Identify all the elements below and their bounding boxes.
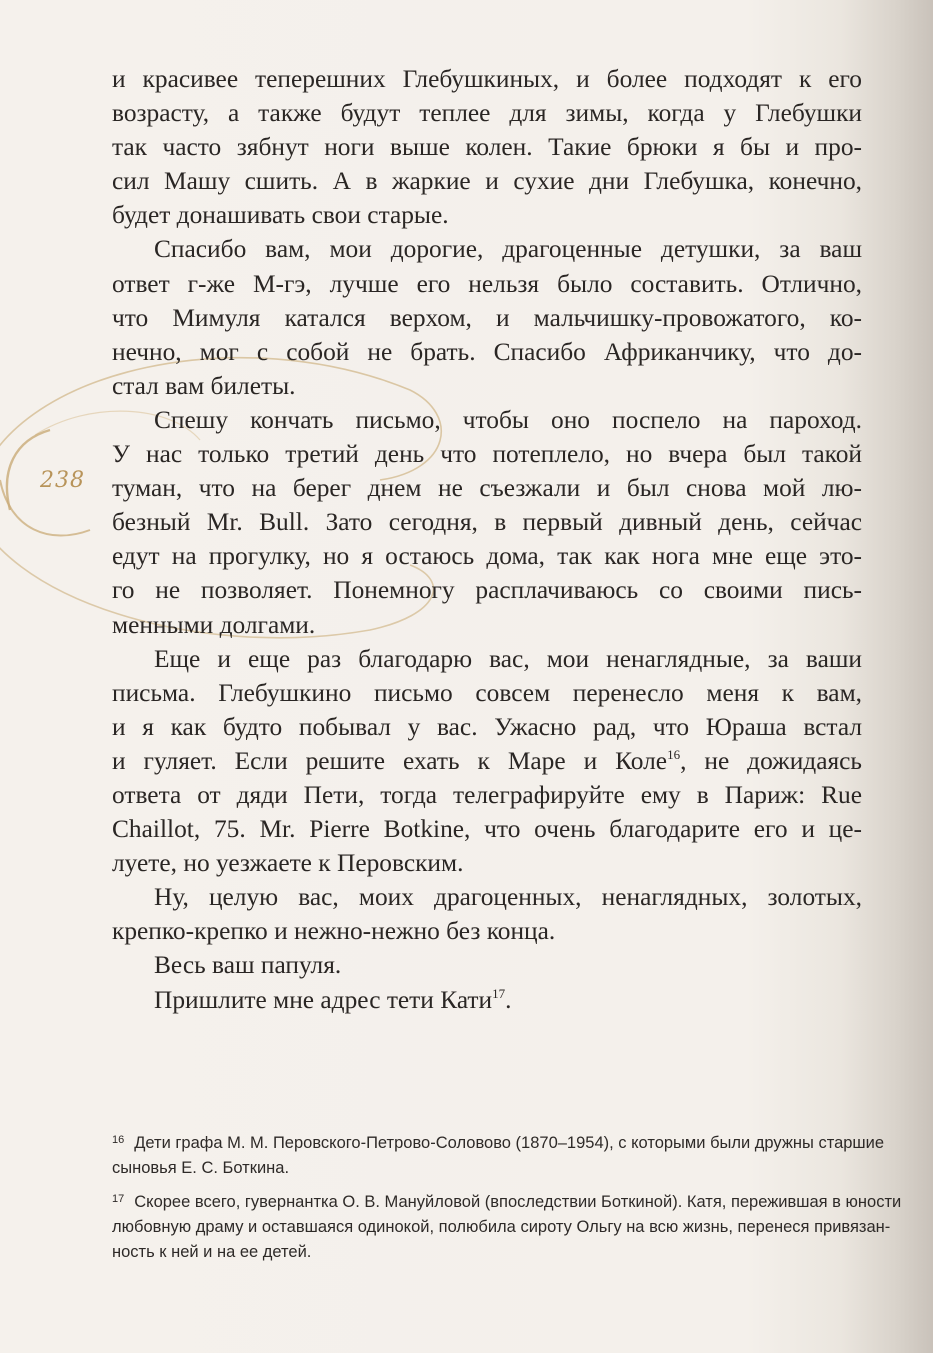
text-line: Весь ваш папуля. — [154, 951, 342, 980]
text-line: У нас только третий день что потеплело, но вчера был такой — [112, 440, 862, 469]
text-line: Ну, целую вас, моих драгоценных, ненаглядных, золотых, — [154, 883, 862, 912]
text-line: едут на прогулку, но я остаюсь дома, так как нога мне еще это- — [112, 542, 862, 571]
footnote-number: 16 — [112, 1134, 125, 1146]
footnote-ref-17[interactable]: 17 — [492, 985, 506, 1001]
text-line: Спешу кончать письмо, чтобы оно поспело на пароход. — [154, 405, 862, 434]
text-line: возрасту, а также будут теплее для зимы, когда у Глебушки — [112, 99, 862, 128]
footnote-text: Скорее всего, гувернантка О. В. Мануйловой (впоследствии Боткиной). Катя, пережившая в юности — [134, 1193, 902, 1211]
text-line: менными долгами. — [112, 610, 316, 639]
text-line: туман, что на берег днем не съезжали и был снова мой лю- — [112, 474, 862, 503]
text-line: письма. Глебушкино письмо совсем перенесло меня к вам, — [112, 678, 862, 707]
text-line: Еще и еще раз благодарю вас, мои ненаглядные, за ваши — [154, 644, 862, 673]
page-number: 238 — [40, 468, 85, 493]
text-line: ответа от дяди Пети, тогда телеграфируйте ему в Париж: Rue — [112, 780, 862, 809]
paragraph — [112, 62, 862, 232]
paragraph — [112, 403, 862, 642]
paragraph — [112, 642, 862, 881]
text-segment: . — [505, 985, 512, 1014]
text-line: сил Машу сшить. А в жаркие и сухие дни Глебушка, конечно, — [112, 167, 862, 196]
footnote-line — [112, 1187, 902, 1215]
paragraph — [112, 983, 862, 1017]
text-line — [112, 983, 862, 1017]
footnote-line: сыновья Е. С. Боткина. — [112, 1159, 290, 1177]
paragraph — [112, 880, 862, 948]
text-line: го не позволяет. Понемногу расплачиваюсь со своими пись- — [112, 576, 862, 605]
paragraph — [112, 232, 862, 402]
footnote-line — [112, 1128, 885, 1156]
text-line: безный Mr. Bull. Зато сегодня, в первый дивный день, сейчас — [112, 508, 862, 537]
text-line: так часто зябнут ноги выше колен. Такие брюки я бы и про- — [112, 133, 862, 162]
text-line: Спасибо вам, мои дорогие, драгоценные детушки, за ваш — [154, 235, 862, 264]
text-line: луете, но уезжаете к Перовским. — [112, 849, 464, 878]
text-line: и красивее теперешних Глебушкиных, и более подходят к его — [112, 65, 862, 93]
text-line: стал вам билеты. — [112, 371, 296, 400]
text-line: Chaillot, 75. Mr. Pierre Botkine, что очень благодарите его и це- — [112, 815, 862, 844]
text-segment: и гуляет. Если решите ехать к Маре и Коле — [112, 746, 668, 775]
footnote-text: Дети графа М. М. Перовского-Петрово-Соловово (1870–1954), с которыми были дружны старшие — [134, 1134, 885, 1152]
paragraph — [112, 948, 862, 982]
text-line: ответ г-же М-гэ, лучше его нельзя было составить. Отлично, — [112, 269, 862, 298]
letter-body — [112, 62, 862, 1017]
text-segment: , не дожидаясь — [680, 746, 862, 775]
footnote-line: ность к ней и на ее детей. — [112, 1243, 312, 1261]
text-line: нечно, мог с собой не брать. Спасибо Африканчику, что до- — [112, 337, 862, 366]
text-line: будет донашивать свои старые. — [112, 201, 449, 230]
footnote-16 — [112, 1128, 885, 1181]
text-line: что Мимуля катался верхом, и мальчишку-провожатого, ко- — [112, 303, 862, 332]
text-segment: Пришлите мне адрес тети Кати — [154, 985, 493, 1014]
text-line: и я как будто побывал у вас. Ужасно рад, что Юраша встал — [112, 712, 862, 741]
footnote-line: любовную драму и оставшаяся одинокой, полюбила сироту Ольгу на всю жизнь, перенеся привязан- — [112, 1218, 891, 1236]
footnotes — [112, 1128, 902, 1271]
text-line — [112, 744, 862, 778]
footnote-number: 17 — [112, 1193, 125, 1205]
footnote-17 — [112, 1187, 902, 1265]
footnote-ref-16[interactable]: 16 — [667, 746, 681, 762]
text-line: крепко-крепко и нежно-нежно без конца. — [112, 917, 556, 946]
